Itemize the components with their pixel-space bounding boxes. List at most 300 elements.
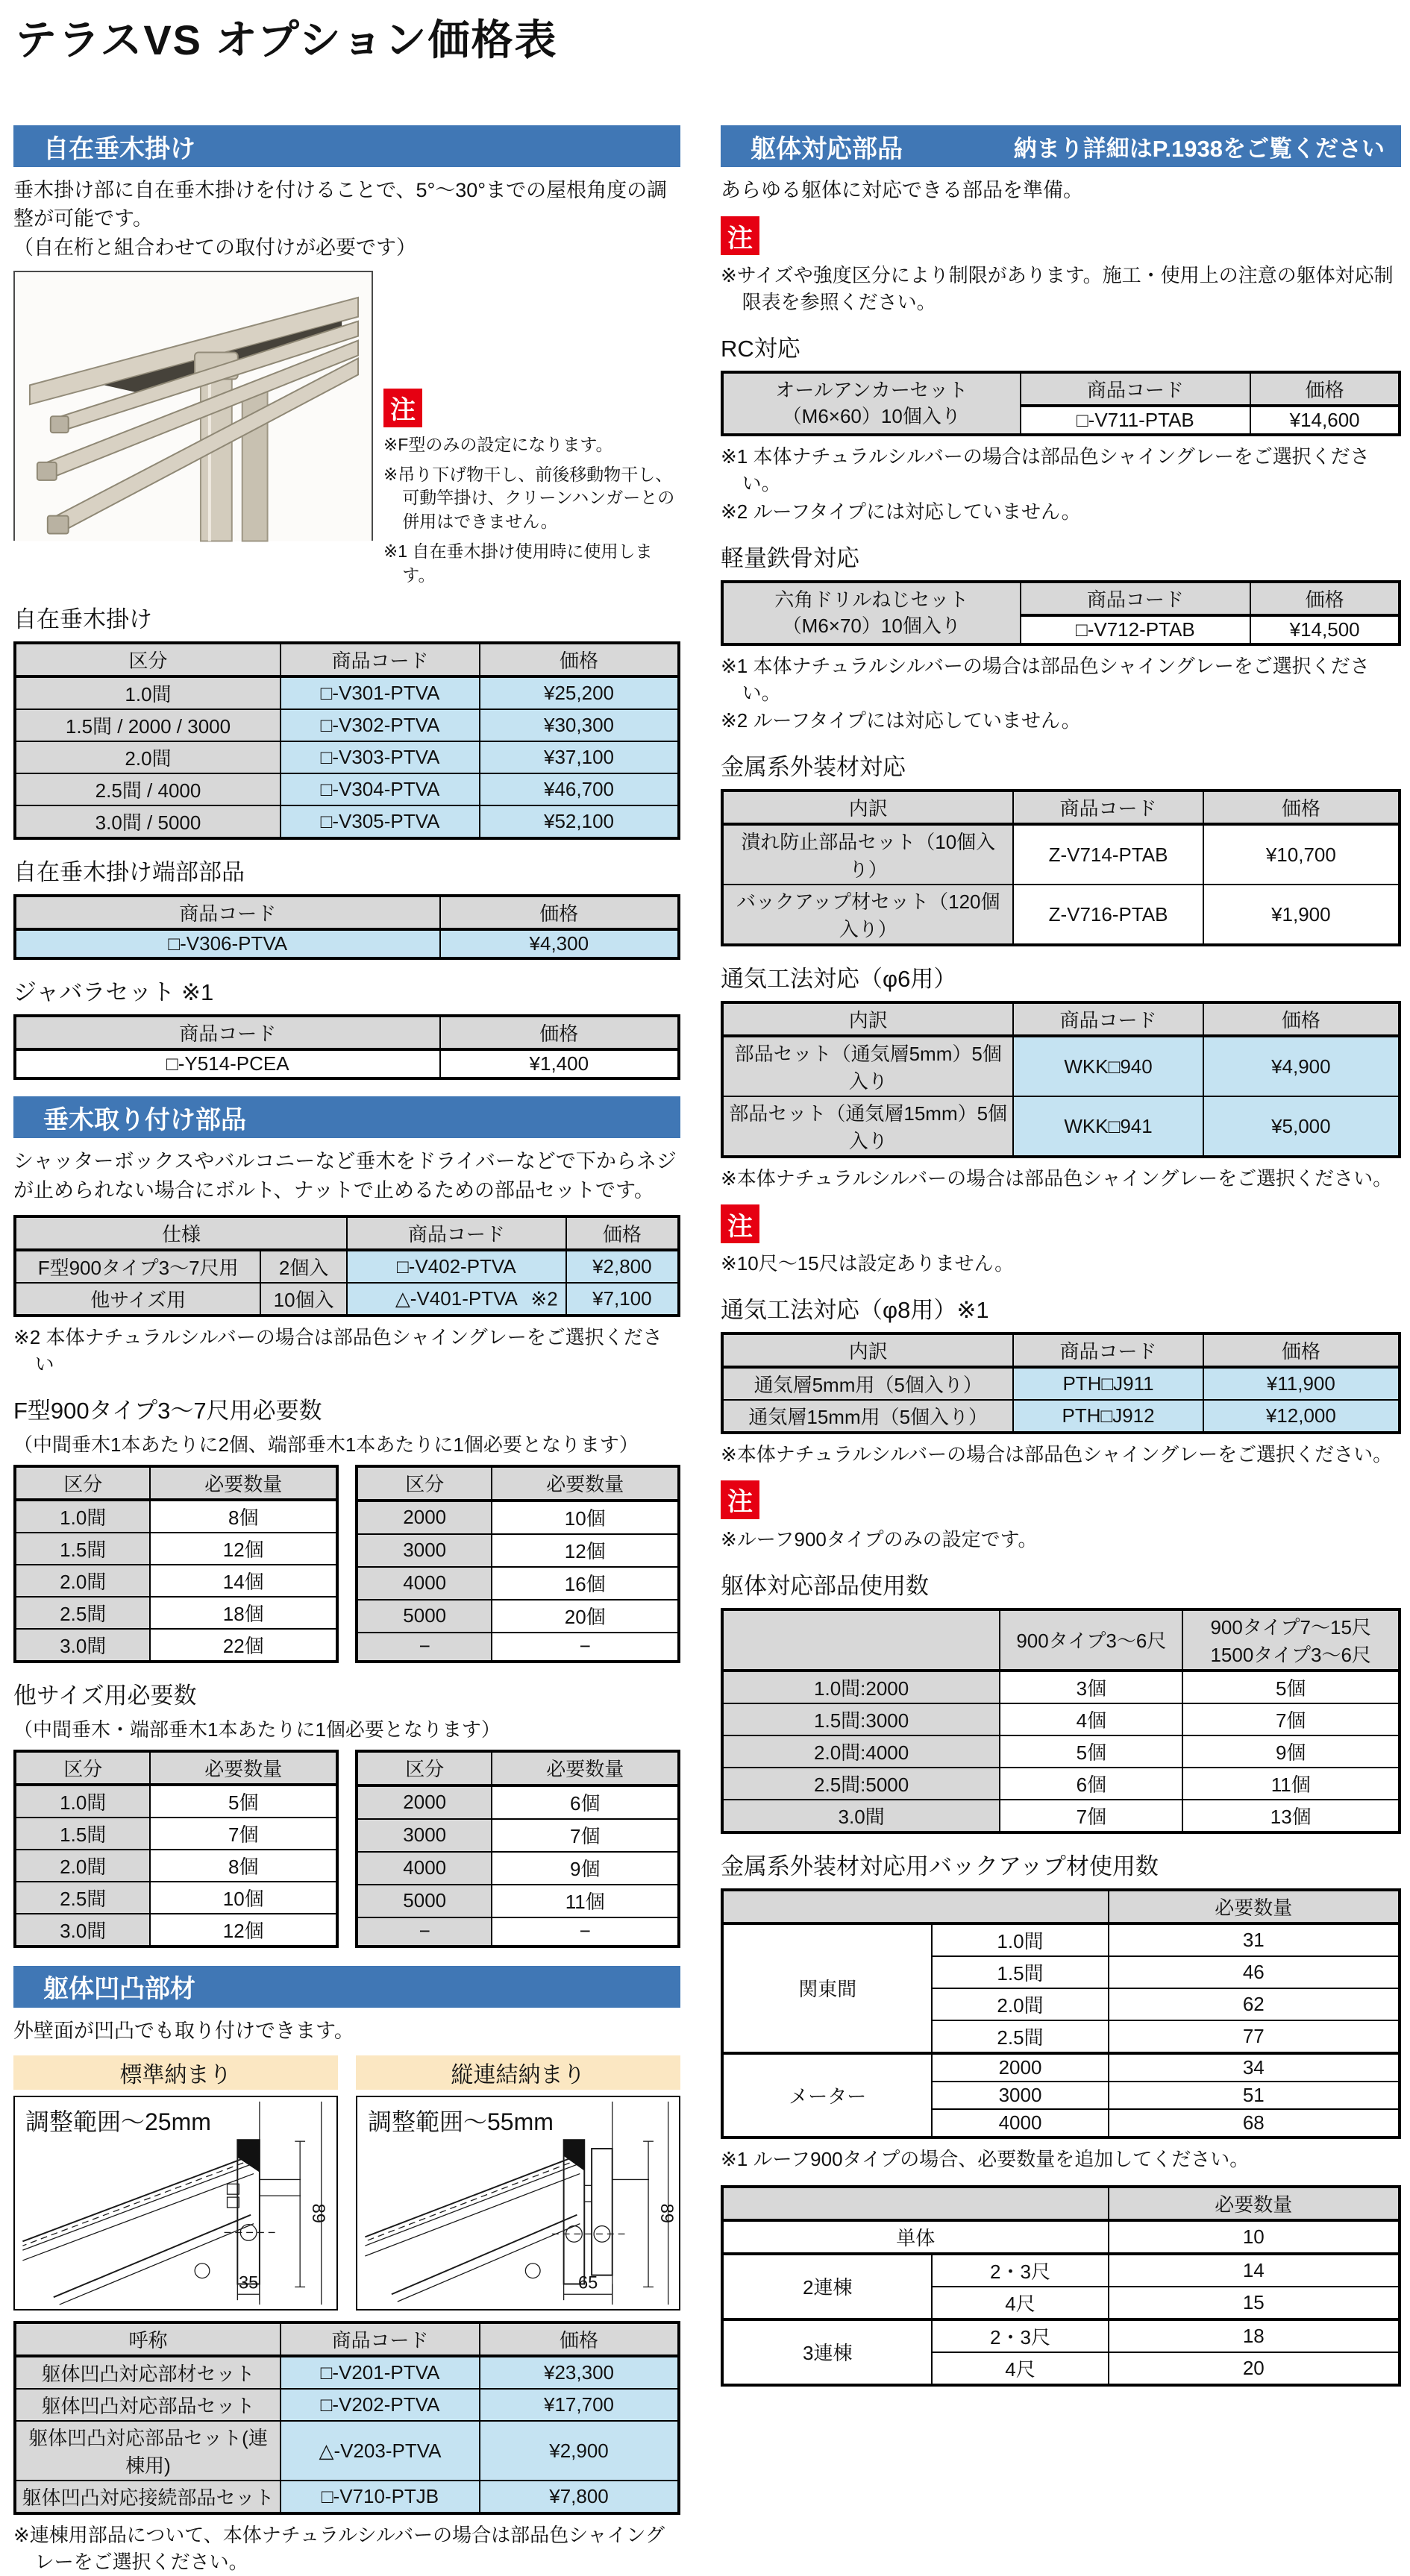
adjust-range-label: 調整範囲～25mm (25, 2108, 211, 2136)
cell: ¥14,500 (1250, 615, 1400, 644)
cell: □-V201-PTVA (281, 2356, 480, 2389)
table-title: 自在垂木掛け端部部品 (13, 859, 245, 886)
cell: 1.0間 (15, 1785, 150, 1818)
table-row (15, 643, 679, 676)
note-line: ※1 ルーフ900タイプの場合、必要数量を追加してください。 (721, 2147, 1250, 2170)
table-row (15, 741, 679, 773)
cell: 11個 (492, 1885, 679, 1917)
quantity-table-right (355, 1750, 680, 1948)
table-row (722, 2053, 1400, 2082)
cell: 2000 (357, 1501, 492, 1534)
table-title: 躯体対応部品使用数 (721, 1572, 929, 1599)
cell: 2.5間 (932, 2020, 1108, 2053)
cell: 3000 (932, 2082, 1108, 2109)
cell: 5個 (1000, 1735, 1182, 1768)
col-header: 価格 (1250, 582, 1400, 615)
cell: 14 (1109, 2254, 1400, 2287)
col-header: 呼称 (15, 2322, 281, 2356)
note-line: ※1 自在垂木掛け使用時に使用します。 (383, 541, 653, 585)
notes-block (383, 271, 680, 587)
cell (722, 372, 1021, 435)
cell: 1.0間 (15, 1500, 150, 1533)
cell: 3.0間 / 5000 (15, 805, 281, 838)
section-header-kutai-outotsu (13, 1966, 680, 2008)
table-row (722, 372, 1400, 406)
note-line: ※2 本体ナチュラルシルバーの場合は部品色シャイングレーをご選択ください (13, 1326, 662, 1375)
diagram-panels (13, 2055, 680, 2310)
cell: ¥46,700 (480, 773, 679, 805)
table-row (722, 2254, 1400, 2287)
product-code: △-V401-PTVA (395, 1287, 518, 1310)
cell: 11個 (1182, 1768, 1400, 1800)
col-header: 商品コード (281, 2322, 480, 2356)
cell: □-Y514-PCEA (15, 1049, 440, 1078)
cell: 4尺 (932, 2287, 1108, 2319)
dimension-label: 35 (238, 2273, 259, 2293)
cell: Z-V714-PTAB (1013, 824, 1203, 885)
note-line: ※連棟用部品について、本体ナチュラルシルバーの場合は部品色シャイングレーをご選択ください。 (13, 2524, 665, 2573)
cell: WKK□941 (1013, 1096, 1203, 1157)
keiryou-tekkotsu-price-table (721, 580, 1401, 646)
cell: ¥10,700 (1203, 824, 1400, 885)
cell: 22個 (150, 1629, 337, 1662)
cell: Z-V716-PTAB (1013, 885, 1203, 945)
cell: 4尺 (932, 2352, 1108, 2385)
table-row (722, 2220, 1400, 2254)
col-header: 必要数量 (492, 1751, 679, 1785)
cell: 躯体凹凸対応部材セット (15, 2356, 281, 2389)
section-title: 自在垂木掛け (43, 134, 195, 163)
table-row (15, 1785, 337, 1818)
cell: 3.0間 (15, 1629, 150, 1662)
note-line: ※10尺～15尺は設定ありません。 (721, 1252, 1015, 1275)
note-line: ※本体ナチュラルシルバーの場合は部品色シャイングレーをご選択ください。 (721, 1443, 1393, 1466)
table-row (15, 1751, 337, 1785)
jabara-set-price-table (13, 1014, 680, 1080)
tanbu-buhin-price-table (13, 894, 680, 960)
cell: 1.5間 (15, 1533, 150, 1565)
cell: □-V402-PTVA (347, 1250, 566, 1283)
col-header: 価格 (440, 896, 679, 929)
cell: 2.5間 / 4000 (15, 773, 281, 805)
table-title: 軽量鉄骨対応 (721, 544, 859, 571)
table-row (15, 1216, 679, 1250)
col-header: 必要数量 (150, 1751, 337, 1785)
table-row (15, 1850, 337, 1882)
note-line: ※サイズや強度区分により制限があります。施工・使用上の注意の躯体対応制限表を参照ください。 (721, 264, 1394, 314)
kinzokukei-price-table (721, 789, 1401, 946)
table-row (15, 929, 679, 958)
adjust-range-label: 調整範囲～55mm (368, 2108, 554, 2136)
cell: 躯体凹凸対応部品セット (15, 2389, 281, 2421)
cell: 通気層15mm用（5個入り） (722, 1400, 1013, 1433)
section-description: あらゆる躯体に対応できる部品を準備。 (721, 179, 1083, 201)
cell: 5000 (357, 1600, 492, 1633)
cell: 10 (1109, 2220, 1400, 2254)
cell: 3個 (1000, 1671, 1182, 1703)
cell: □-V202-PTVA (281, 2389, 480, 2421)
cell: □-V305-PTVA (281, 805, 480, 838)
cell: ¥2,900 (480, 2421, 679, 2481)
cell: 3.0間 (722, 1800, 1000, 1832)
rendou-usage-table (721, 2185, 1401, 2387)
col-header: 内訳 (722, 1002, 1013, 1036)
cell: □-V301-PTVA (281, 676, 480, 709)
col-header-line: 1500タイプ3～6尺 (1210, 1643, 1371, 1666)
cell: □-V303-PTVA (281, 741, 480, 773)
cell: ¥37,100 (480, 741, 679, 773)
cell: ¥14,600 (1250, 406, 1400, 435)
table-row (15, 1882, 337, 1914)
table-row (15, 773, 679, 805)
cell: 1.0間 (15, 676, 281, 709)
panel-standard (13, 2055, 338, 2310)
cell: 2.5間:5000 (722, 1768, 1000, 1800)
cell (722, 582, 1021, 644)
table-title: 金属系外装材対応 (721, 754, 906, 781)
note-line: ※F型のみの設定になります。 (383, 434, 613, 454)
col-header: 価格 (566, 1216, 679, 1250)
cell (347, 1283, 566, 1316)
cell: 10個 (492, 1501, 679, 1534)
note-badge: 注 (383, 389, 422, 427)
left-column (13, 125, 680, 2576)
item-spec: （M6×70）10個入り (782, 614, 961, 637)
section-header-taruki-toritsuke (13, 1096, 680, 1138)
col-header: 区分 (15, 643, 281, 676)
cell: ¥7,800 (480, 2481, 679, 2513)
cell: 7個 (1182, 1703, 1400, 1735)
cell: ¥23,300 (480, 2356, 679, 2389)
cell: ¥1,900 (1203, 885, 1400, 945)
table-row (15, 1049, 679, 1078)
table-row (722, 1096, 1400, 1157)
cell: 2・3尺 (932, 2319, 1108, 2352)
quantity-table-left (13, 1750, 339, 1948)
table-row (722, 1768, 1400, 1800)
cell: 1.0間:2000 (722, 1671, 1000, 1703)
cell: 12個 (492, 1534, 679, 1567)
note-line: ※2 ルーフタイプには対応していません。 (721, 709, 1081, 732)
cell: 20個 (492, 1600, 679, 1633)
table-row (357, 1534, 679, 1567)
section-title: 躯体対応部品 (751, 134, 903, 163)
cell: − (492, 1917, 679, 1947)
col-header-line: 900タイプ7～15尺 (1210, 1615, 1371, 1639)
table-row (722, 1923, 1400, 1956)
col-header (722, 1609, 1000, 1671)
col-header: 商品コード (281, 643, 480, 676)
note-line: ※1 本体ナチュラルシルバーの場合は部品色シャイングレーをご選択ください。 (721, 445, 1370, 494)
table-row (357, 1885, 679, 1917)
panel-vertical-joint (356, 2055, 680, 2310)
table-row (15, 2421, 679, 2481)
cell: 6個 (1000, 1768, 1182, 1800)
kutai-taiou-usage-table (721, 1608, 1401, 1834)
col-header: 商品コード (1021, 582, 1251, 615)
col-header: 価格 (440, 1016, 679, 1049)
cell: 6個 (492, 1785, 679, 1819)
jizai-tarukigake-price-table (13, 641, 680, 840)
cell: 7個 (492, 1819, 679, 1852)
cell: 部品セット（通気層15mm）5個入り (722, 1096, 1013, 1157)
diagram-box (13, 2096, 338, 2310)
tsuuki-phi8-price-table (721, 1332, 1401, 1434)
rc-taiou-price-table (721, 371, 1401, 436)
cell: − (492, 1633, 679, 1662)
section-title: 躯体凹凸部材 (43, 1975, 195, 2004)
cell: 2.0間:4000 (722, 1735, 1000, 1768)
cell: □-V711-PTAB (1021, 406, 1251, 435)
quantity-tables-f900 (13, 1465, 680, 1663)
backup-usage-table (721, 1888, 1401, 2139)
table-row (357, 1501, 679, 1534)
section-description: シャッターボックスやバルコニーなど垂木をドライバーなどで下からネジが止められない場合にボルト、ナットで止めるための部品セットです。 (13, 1150, 677, 1201)
cell: 68 (1109, 2109, 1400, 2137)
item-name: 六角ドリルねじセット (774, 588, 969, 611)
cell: − (357, 1917, 492, 1947)
cell: □-V712-PTAB (1021, 615, 1251, 644)
table-row (357, 1600, 679, 1633)
cell: メーター (722, 2053, 932, 2137)
cell: 3.0間 (15, 1914, 150, 1947)
cell: F型900タイプ3～7尺用 (15, 1250, 260, 1283)
table-row (357, 1917, 679, 1947)
table-row (722, 1002, 1400, 1036)
table-row (722, 1735, 1400, 1768)
item-spec: （M6×60）10個入り (782, 405, 961, 428)
col-header: 区分 (15, 1751, 150, 1785)
dimension-label: 65 (578, 2273, 598, 2293)
col-header: 価格 (480, 643, 679, 676)
cell: 20 (1109, 2352, 1400, 2385)
section-header-reference: 納まり詳細はP.1938をご覧ください (1013, 135, 1385, 162)
cell: □-V304-PTVA (281, 773, 480, 805)
cell: 31 (1109, 1923, 1400, 1956)
cell: WKK□940 (1013, 1036, 1203, 1096)
cell: ¥7,100 (566, 1283, 679, 1316)
table-row (722, 2319, 1400, 2352)
table-row (15, 896, 679, 929)
cell: 2.0間 (15, 1850, 150, 1882)
col-header: 商品コード (1013, 1002, 1203, 1036)
table-row (15, 1500, 337, 1533)
photo-and-notes-row (13, 271, 680, 587)
cell: 15 (1109, 2287, 1400, 2319)
col-header: 商品コード (15, 1016, 440, 1049)
col-header: 商品コード (347, 1216, 566, 1250)
table-title: ジャバラセット ※1 (13, 979, 214, 1006)
section-header-jizai-tarukigake (13, 125, 680, 167)
cell: 他サイズ用 (15, 1283, 260, 1316)
table-subtitle: （中間垂木1本あたりに2個、端部垂木1本あたりに1個必要となります） (13, 1433, 639, 1456)
cell: 1.0間 (932, 1923, 1108, 1956)
note-line: ※2 ルーフタイプには対応していません。 (721, 500, 1081, 523)
cell: 4000 (357, 1567, 492, 1600)
panel-header: 縦連結納まり (356, 2055, 680, 2090)
table-row (357, 1751, 679, 1785)
note-badge: 注 (721, 1480, 759, 1519)
cell: 3000 (357, 1819, 492, 1852)
section-header-kutai-taiou (721, 125, 1401, 167)
quantity-tables-other (13, 1750, 680, 1948)
cell: 8個 (150, 1850, 337, 1882)
cell: 10個入 (260, 1283, 347, 1316)
panel-header: 標準納まり (13, 2055, 338, 2090)
cell: 3連棟 (722, 2319, 932, 2385)
cell: PTH□J911 (1013, 1367, 1203, 1400)
cell: ¥4,900 (1203, 1036, 1400, 1096)
cell: 5個 (150, 1785, 337, 1818)
cell: 部品セット（通気層5mm）5個入り (722, 1036, 1013, 1096)
item-name: オールアンカーセット (775, 378, 968, 401)
col-header: 商品コード (1013, 791, 1203, 824)
col-header: 区分 (357, 1751, 492, 1785)
table-row (15, 2356, 679, 2389)
col-header: 区分 (357, 1466, 492, 1501)
cell: 1.5間 (15, 1818, 150, 1850)
note-badge: 注 (721, 1204, 759, 1243)
quantity-table-right (355, 1465, 680, 1663)
cell: 躯体凹凸対応接続部品セット (15, 2481, 281, 2513)
cell: 10個 (150, 1882, 337, 1914)
kutai-outotsu-price-table (13, 2321, 680, 2515)
cell: 7個 (1000, 1800, 1182, 1832)
cell: 単体 (722, 2220, 1109, 2254)
table-row (15, 2322, 679, 2356)
cell: □-V710-PTJB (281, 2481, 480, 2513)
table-title: 金属系外装材対応用バックアップ材使用数 (721, 1853, 1159, 1879)
col-header: 必要数量 (1109, 1890, 1400, 1923)
col-header (722, 1890, 1109, 1923)
cell: 関東間 (722, 1923, 932, 2053)
cell: 34 (1109, 2053, 1400, 2082)
table-row (15, 676, 679, 709)
col-header: 価格 (1250, 372, 1400, 406)
cell: ¥1,400 (440, 1049, 679, 1078)
footnote-mark: ※2 (530, 1287, 558, 1310)
col-header: 価格 (1203, 791, 1400, 824)
col-header: 内訳 (722, 791, 1013, 824)
table-row (722, 1400, 1400, 1433)
cell: 1.5間:3000 (722, 1703, 1000, 1735)
cell: 18 (1109, 2319, 1400, 2352)
table-row (15, 1629, 337, 1662)
cell: 62 (1109, 1988, 1400, 2020)
col-header: 価格 (480, 2322, 679, 2356)
cell: 2.0間 (932, 1988, 1108, 2020)
table-row (357, 1633, 679, 1662)
dimension-label: 89 (307, 2203, 328, 2224)
table-row (722, 1800, 1400, 1832)
col-header: 必要数量 (492, 1466, 679, 1501)
quantity-table-left (13, 1465, 339, 1663)
cell: 潰れ防止部品セット（10個入り） (722, 824, 1013, 885)
cell: 2個入 (260, 1250, 347, 1283)
cell: 4個 (1000, 1703, 1182, 1735)
cell: ¥17,700 (480, 2389, 679, 2421)
table-row (15, 1016, 679, 1049)
cell: 51 (1109, 2082, 1400, 2109)
table-title: 通気工法対応（φ6用） (721, 966, 957, 993)
description-line: （自在桁と組合わせての取付けが必要です） (13, 236, 416, 259)
table-subtitle: （中間垂木・端部垂木1本あたりに1個必要となります） (13, 1718, 501, 1741)
table-row (722, 885, 1400, 945)
table-row (15, 1597, 337, 1629)
table-row (722, 1671, 1400, 1703)
table-row (722, 2187, 1400, 2220)
cell: 3000 (357, 1534, 492, 1567)
page-title: テラスVS オプション価格表 (15, 16, 558, 63)
table-title: 通気工法対応（φ8用）※1 (721, 1297, 989, 1324)
note-line: ※吊り下げ物干し、前後移動物干し、可動竿掛け、クリーンハンガーとの併用はできません。 (383, 464, 675, 532)
col-header (722, 2187, 1109, 2220)
cell: □-V302-PTVA (281, 709, 480, 741)
cell: ¥30,300 (480, 709, 679, 741)
cell: 12個 (150, 1914, 337, 1947)
cell: 2000 (357, 1785, 492, 1819)
table-row (722, 1333, 1400, 1367)
cell: 5000 (357, 1885, 492, 1917)
section-description (13, 176, 680, 262)
tsuuki-phi6-price-table (721, 1001, 1401, 1158)
note-line: ※1 本体ナチュラルシルバーの場合は部品色シャイングレーをご選択ください。 (721, 654, 1370, 704)
table-row (357, 1567, 679, 1600)
shiyou-price-table (13, 1215, 680, 1317)
table-row (357, 1852, 679, 1885)
cell: 7個 (150, 1818, 337, 1850)
cell: 9個 (492, 1852, 679, 1885)
table-row (722, 1609, 1400, 1671)
col-header: 内訳 (722, 1333, 1013, 1367)
col-header: 商品コード (1021, 372, 1251, 406)
cell: 4000 (357, 1852, 492, 1885)
table-row (15, 709, 679, 741)
col-header: 区分 (15, 1466, 150, 1500)
note-line: ※本体ナチュラルシルバーの場合は部品色シャイングレーをご選択ください。 (721, 1167, 1393, 1190)
table-row (15, 2481, 679, 2513)
description-line: 垂木掛け部に自在垂木掛けを付けることで、5°～30°までの屋根角度の調整が可能です。 (13, 179, 668, 230)
table-row (357, 1785, 679, 1819)
cell: − (357, 1633, 492, 1662)
cell: 1.5間 (932, 1956, 1108, 1988)
cell: ¥11,900 (1203, 1367, 1400, 1400)
col-header: 900タイプ3～6尺 (1000, 1609, 1182, 1671)
table-row (722, 791, 1400, 824)
cell: 2.0間 (15, 741, 281, 773)
col-header: 仕様 (15, 1216, 347, 1250)
dimension-label: 89 (656, 2203, 676, 2224)
col-header: 価格 (1203, 1002, 1400, 1036)
table-row (15, 805, 679, 838)
table-title: 自在垂木掛け (13, 606, 152, 633)
table-row (722, 1367, 1400, 1400)
terrace-product-photo (13, 271, 373, 541)
cell: 躯体凹凸対応部品セット(連棟用) (15, 2421, 281, 2481)
col-header: 必要数量 (1109, 2187, 1400, 2220)
cell: 2000 (932, 2053, 1108, 2082)
right-column (721, 125, 1401, 2387)
terrace-product-illustration (15, 272, 372, 541)
cell: PTH□J912 (1013, 1400, 1203, 1433)
cell: 通気層5mm用（5個入り） (722, 1367, 1013, 1400)
section-title: 垂木取り付け部品 (43, 1105, 246, 1134)
cell: 16個 (492, 1567, 679, 1600)
table-row (15, 1250, 679, 1283)
cell: ¥12,000 (1203, 1400, 1400, 1433)
table-row (722, 824, 1400, 885)
table-title: 他サイズ用必要数 (13, 1682, 197, 1709)
